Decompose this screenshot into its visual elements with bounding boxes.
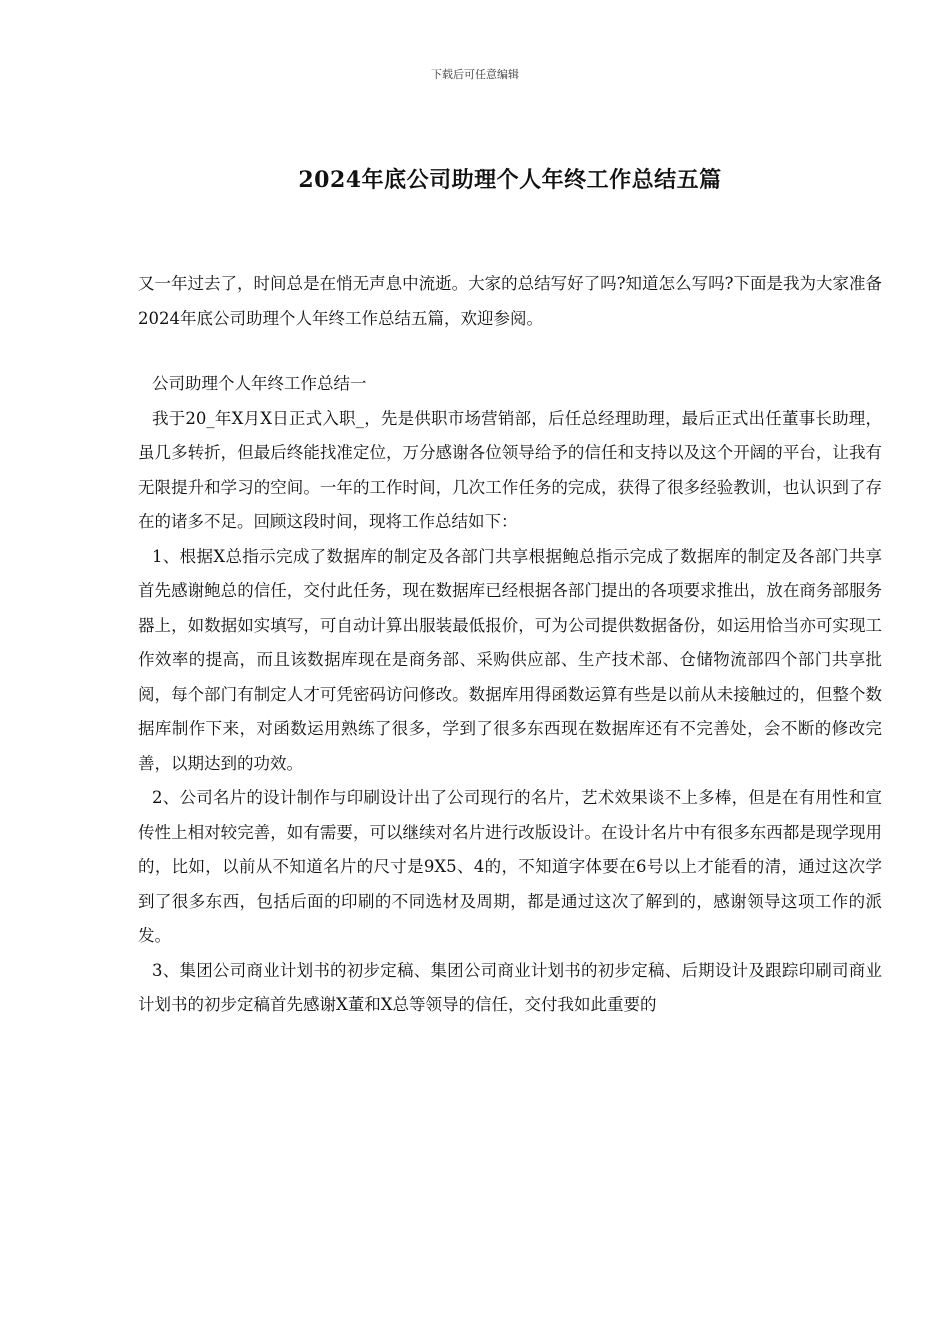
intro-paragraph: 又一年过去了，时间总是在悄无声息中流逝。大家的总结写好了吗?知道怎么写吗?下面是我为大家准备2024年底公司助理个人年终工作总结五篇，欢迎参阅。 bbox=[138, 274, 882, 328]
header-note: 下载后可任意编辑 bbox=[431, 68, 519, 81]
document-body bbox=[138, 267, 882, 1023]
body-paragraph-4: 3、集团公司商业计划书的初步定稿、集团公司商业计划书的初步定稿、后期设计及跟踪印刷司商业计划书的初步定稿首先感谢X董和X总等领导的信任，交付我如此重要的 bbox=[138, 960, 882, 1014]
body-paragraph-1: 我于20_年X月X日正式入职_，先是供职市场营销部，后任总经理助理，最后正式出任董事长助理，虽几多转折，但最后终能找准定位，万分感谢各位领导给予的信任和支持以及这个开阔的平台，让我有无限提升和学习的空间。一年的工作时间，几次工作任务的完成，获得了很多经验教训，也认识到了存在的诸多不足。回顾这段时间，现将工作总结如下： bbox=[138, 408, 882, 531]
body-paragraph-2: 1、根据X总指示完成了数据库的制定及各部门共享根据鲍总指示完成了数据库的制定及各部门共享首先感谢鲍总的信任，交付此任务，现在数据库已经根据各部门提出的各项要求推出，放在商务部服务器上，如数据如实填写，可自动计算出服装最低报价，可为公司提供数据备份，如运用恰当亦可实现工作效率的提高，而且该数据库现在是商务部、采购供应部、生产技术部、仓储物流部四个部门共享批阅，每个部门有制定人才可凭密码访问修改。数据库用得函数运算有些是以前从未接触过的，但整个数据库制作下来，对函数运用熟练了很多，学到了很多东西现在数据库还有不完善处，会不断的修改完善，以期达到的功效。 bbox=[138, 546, 882, 773]
section-heading: 公司助理个人年终工作总结一 bbox=[152, 374, 367, 393]
body-paragraph-3: 2、公司名片的设计制作与印刷设计出了公司现行的名片，艺术效果谈不上多棒，但是在有用性和宣传性上相对较完善，如有需要，可以继续对名片进行改版设计。在设计名片中有很多东西都是现学现用的，比如，以前从不知道名片的尺寸是9X5、4的，不知道字体要在6号以上才能看的清，通过这次学到了很多东西，包括后面的印刷的不同选材及周期，都是通过这次了解到的，感谢领导这项工作的派发。 bbox=[138, 788, 882, 945]
document-title: 2024年底公司助理个人年终工作总结五篇 bbox=[298, 167, 722, 193]
